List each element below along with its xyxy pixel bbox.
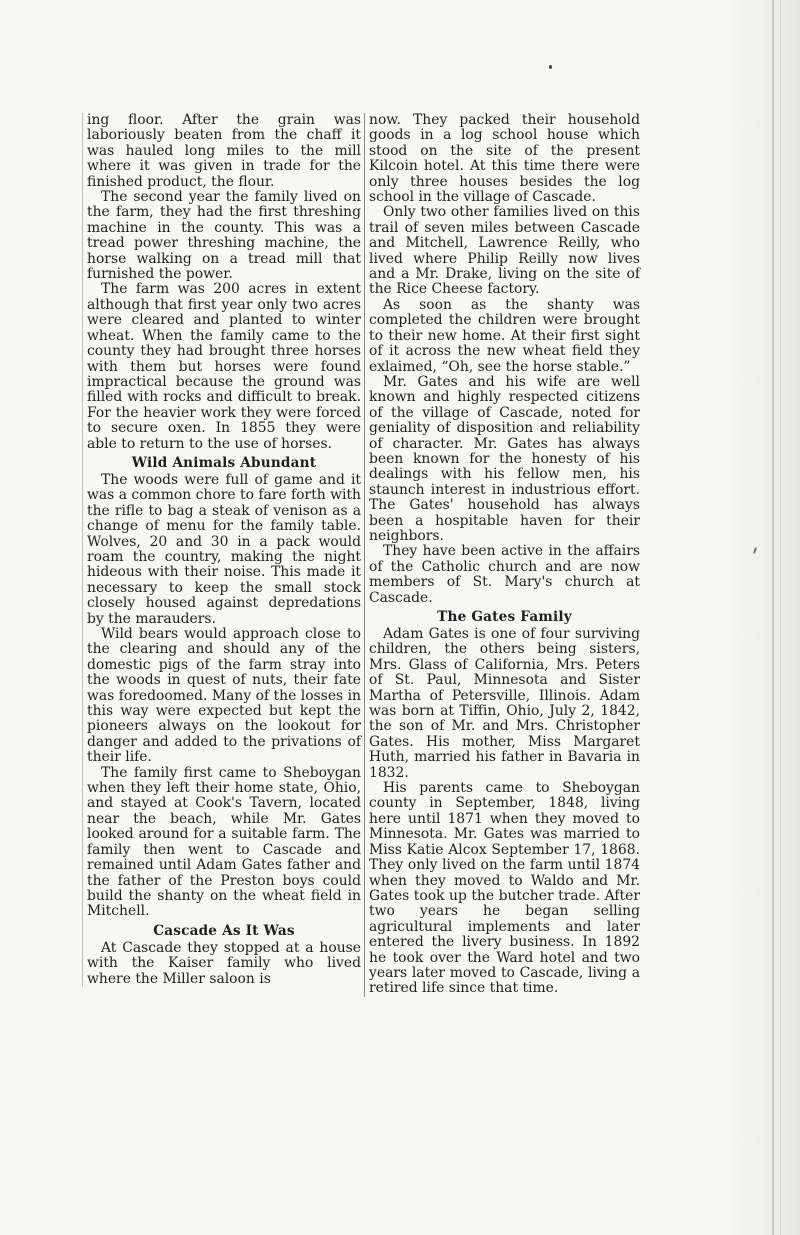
paragraph: Wild bears would approach close to the clearing and should any of the domestic pigs of the farm stray into the woods in quest of nuts, their fate was foredoomed. Many of the losses in this way were expected but kept the pioneers always on the lookout for danger and added to the privations of their life. (87, 626, 361, 766)
paragraph: The woods were full of game and it was a common chore to fare forth with the rifle to bag a steak of venison as a change of menu for the family table. Wolves, 20 and 30 in a pack would roam the country, making the night hideous with their noise. This made it necessary to keep the small stock closely housed against depredations by the marauders. (87, 471, 361, 627)
dust-speck (549, 65, 552, 69)
paragraph: The farm was 200 acres in extent although that first year only two acres were cleared and planted to winter wheat. When the family came to the county they had brought three horses with them but horses were found impractical because the ground was filled with rocks and difficult to break. For the heavier work they were forced to secure oxen. In 1855 they were able to return to the use of horses. (87, 281, 361, 452)
paragraph: At Cascade they stopped at a house with the Kaiser family who lived where the Miller saloon is (87, 939, 361, 987)
paragraph: The family first came to Sheboygan when they left their home state, Ohio, and stayed at Cook's Tavern, located near the beach, while Mr. Gates looked around for a suitable farm. The family then went to Cascade and remained until Adam Gates father and the father of the Preston boys could build the shanty on the wheat field in Mitchell. (87, 764, 361, 920)
article-column-left (82, 113, 361, 987)
scan-edge-line-faint (780, 0, 781, 1235)
article-column-right (364, 113, 640, 997)
paragraph: His parents came to Sheboygan county in September, 1848, living here until 1871 when they moved to Minnesota. Mr. Gates was married to Miss Katie Alcox September 17, 1868. They only lived on the farm until 1874 when they moved to Waldo and Mr. Gates took up the butcher trade. After two years he began selling agricultural implements and later entered the livery business. In 1892 he took over the Ward hotel and two years later moved to Cascade, living a retired life since that time. (369, 780, 640, 997)
section-heading: Cascade As It Was (153, 922, 295, 939)
scan-edge-shadow (722, 0, 800, 1235)
scan-edge-line (772, 0, 774, 1235)
paragraph: As soon as the shanty was completed the children were brought to their new home. At their first sight of it across the new wheat field they exlaimed, “Oh, see the horse stable.” (369, 296, 640, 375)
section-heading: Wild Animals Abundant (131, 454, 317, 471)
paragraph: The second year the family lived on the farm, they had the first threshing machine in the county. This was a tread power threshing machine, the horse walking on a tread mill that furnished the power. (87, 189, 361, 283)
paragraph: ing floor. After the grain was laboriously beaten from the chaff it was hauled long miles to the mill where it was given in trade for the finished product, the flour. (87, 112, 361, 190)
paragraph: Adam Gates is one of four surviving children, the others being sisters, Mrs. Glass of California, Mrs. Peters of St. Paul, Minnesota and Sister Martha of Petersville, Illinois. Adam was born at Tiffin, Ohio, July 2, 1842, the son of Mr. and Mrs. Christopher Gates. His mother, Miss Margaret Huth, married his father in Bavaria in 1832. (369, 626, 640, 781)
section-heading: The Gates Family (437, 609, 572, 625)
paragraph: now. They packed their household goods in a log school house which stood on the site of the present Kilcoin hotel. At this time there were only three houses besides the log school in the village of Cascade. (369, 112, 640, 206)
paragraph: Mr. Gates and his wife are well known and highly respected citizens of the village of Cascade, noted for geniality of disposition and reliability of character. Mr. Gates has always been known for the honesty of his dealings with his fellow men, his staunch interest in industrious effort. The Gates' household has always been a hospitable haven for their neighbors. (369, 373, 640, 544)
paragraph: Only two other families lived on this trail of seven miles between Cascade and Mitchell, Lawrence Reilly, who lived where Philip Reilly now lives and a Mr. Drake, living on the site of the Rice Cheese factory. (369, 204, 640, 298)
paragraph: They have been active in the affairs of the Catholic church and are now members of St. Mary's church at Cascade. (369, 543, 640, 606)
